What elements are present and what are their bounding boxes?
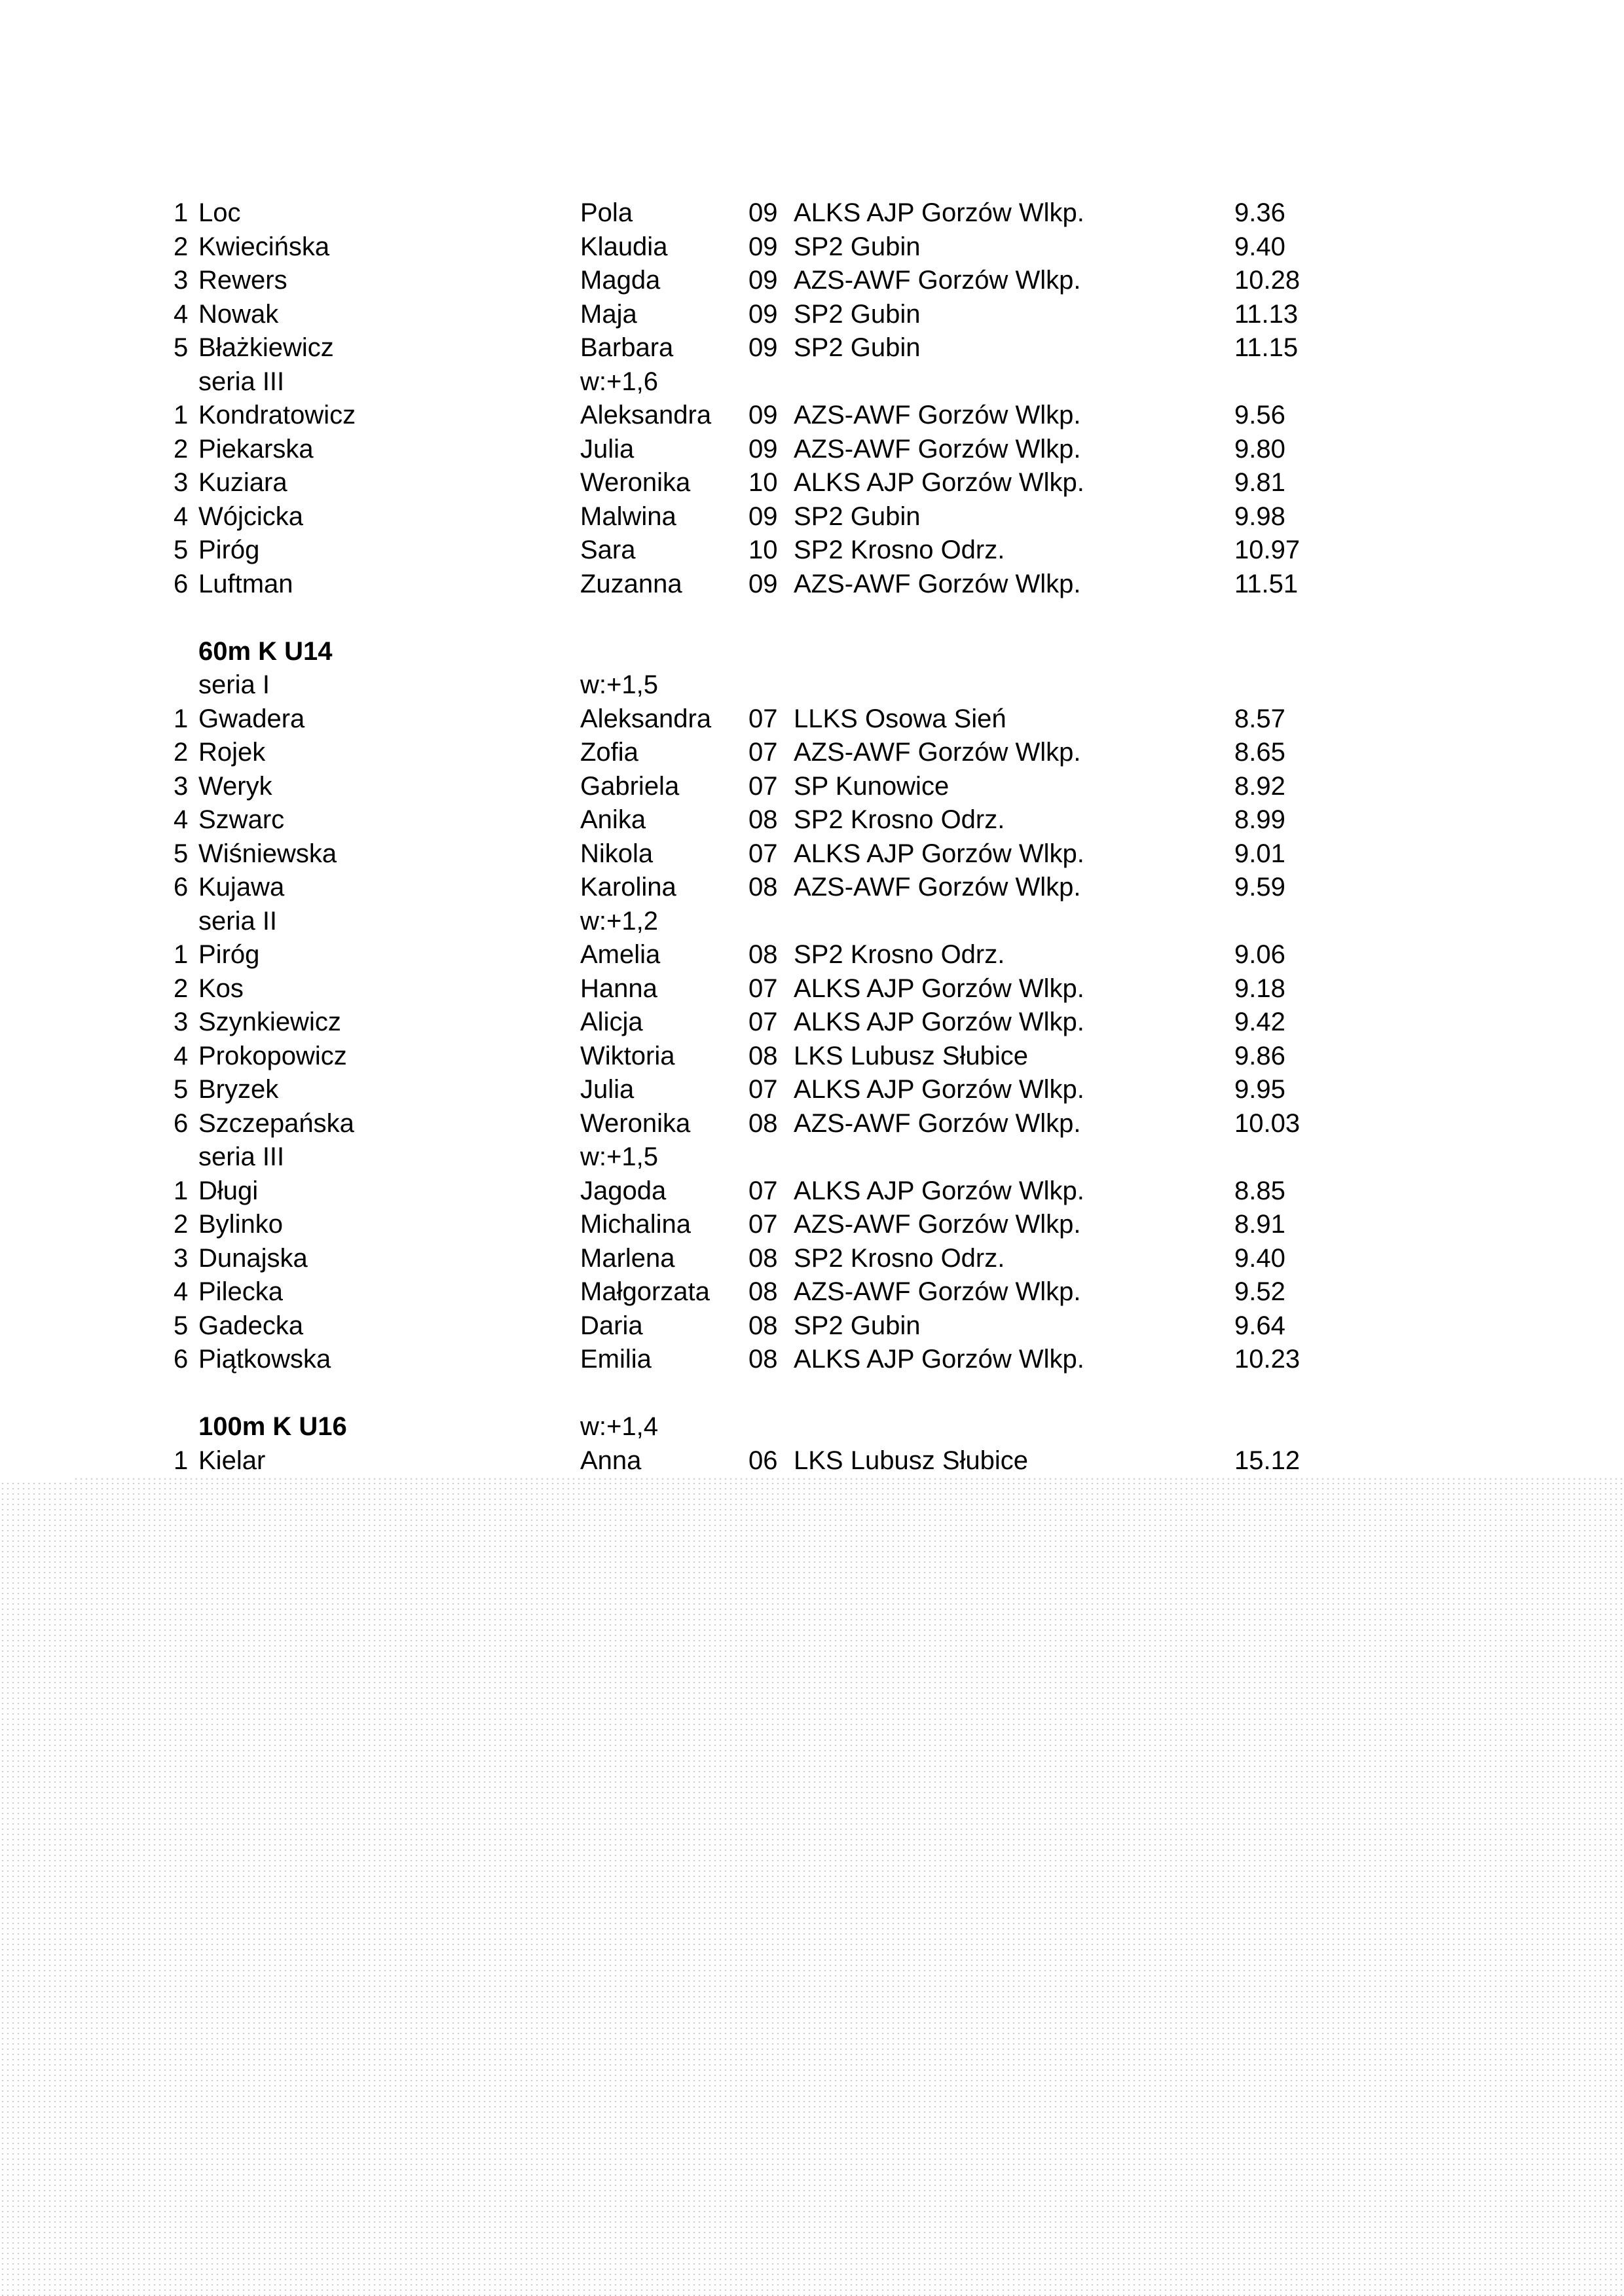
result-place: 3	[174, 468, 189, 497]
heat-label: seria III	[198, 367, 285, 396]
result-first: Julia	[580, 1075, 635, 1104]
result-surname: Luftman	[198, 569, 293, 598]
result-row	[0, 736, 1624, 770]
result-club: ALKS AJP Gorzów Wlkp.	[794, 1008, 1084, 1036]
result-year: 09	[748, 501, 778, 531]
heat-label: seria III	[198, 1142, 285, 1171]
result-year: 06	[748, 1446, 778, 1475]
result-time: 15.12	[1234, 1446, 1301, 1475]
result-club: ALKS AJP Gorzów Wlkp.	[794, 839, 1084, 868]
result-time: 8.99	[1234, 805, 1285, 834]
result-place: 2	[174, 1210, 189, 1239]
result-surname: Prokopowicz	[198, 1041, 347, 1070]
result-first: Małgorzata	[580, 1277, 710, 1306]
result-year: 10	[748, 536, 778, 564]
result-row	[0, 1444, 1624, 1478]
result-time: 10.28	[1234, 266, 1301, 295]
result-place: 2	[174, 738, 189, 767]
result-time: 8.65	[1234, 738, 1285, 767]
result-time: 9.01	[1234, 839, 1285, 868]
result-club: SP2 Krosno Odrz.	[794, 536, 1005, 564]
result-time: 11.51	[1234, 569, 1299, 598]
result-row	[0, 534, 1624, 568]
result-row	[0, 803, 1624, 837]
result-row	[0, 1343, 1624, 1377]
result-time: 9.36	[1234, 198, 1285, 227]
result-surname: Rewers	[198, 266, 287, 295]
result-surname: Wójcicka	[198, 501, 304, 531]
result-time: 9.52	[1234, 1277, 1285, 1306]
result-surname: Pilecka	[198, 1277, 283, 1306]
result-time: 9.59	[1234, 873, 1285, 902]
result-place: 4	[174, 299, 189, 329]
result-year: 07	[748, 738, 778, 767]
result-time: 9.98	[1234, 501, 1285, 531]
result-row	[0, 568, 1624, 602]
result-row	[0, 1073, 1624, 1107]
result-place: 5	[174, 536, 189, 564]
result-place: 6	[174, 1108, 189, 1138]
result-row	[0, 230, 1624, 264]
result-place: 3	[174, 266, 189, 295]
result-year: 09	[748, 198, 778, 227]
result-row	[0, 399, 1624, 433]
result-club: SP2 Gubin	[794, 232, 921, 261]
result-year: 09	[748, 299, 778, 329]
result-year: 08	[748, 940, 778, 969]
result-surname: Szynkiewicz	[198, 1008, 341, 1036]
result-first: Malwina	[580, 501, 676, 531]
result-place: 1	[174, 704, 189, 733]
result-year: 07	[748, 974, 778, 1003]
result-first: Barbara	[580, 333, 674, 362]
result-place: 5	[174, 333, 189, 362]
result-first: Nikola	[580, 839, 654, 868]
result-time: 10.03	[1234, 1108, 1301, 1138]
results-list	[0, 196, 1624, 1478]
result-place: 2	[174, 434, 189, 464]
result-year: 07	[748, 771, 778, 801]
result-club: ALKS AJP Gorzów Wlkp.	[794, 974, 1084, 1003]
result-place: 1	[174, 1446, 189, 1475]
result-surname: Rojek	[198, 738, 266, 767]
result-first: Marlena	[580, 1243, 675, 1273]
result-year: 09	[748, 401, 778, 429]
result-row	[0, 1208, 1624, 1242]
result-place: 5	[174, 1311, 189, 1340]
heat-heading-row	[0, 1140, 1624, 1175]
result-surname: Kondratowicz	[198, 401, 356, 429]
result-surname: Bryzek	[198, 1075, 279, 1104]
result-club: SP2 Gubin	[794, 299, 921, 329]
result-place: 4	[174, 805, 189, 834]
result-year: 08	[748, 1311, 778, 1340]
result-surname: Piątkowska	[198, 1345, 331, 1374]
result-year: 08	[748, 1041, 778, 1070]
result-year: 08	[748, 1108, 778, 1138]
result-first: Anna	[580, 1446, 642, 1475]
result-club: SP2 Krosno Odrz.	[794, 1243, 1005, 1273]
result-place: 4	[174, 501, 189, 531]
result-row	[0, 196, 1624, 230]
result-time: 9.81	[1234, 468, 1285, 497]
result-club: AZS-AWF Gorzów Wlkp.	[794, 738, 1081, 767]
result-club: SP2 Krosno Odrz.	[794, 805, 1005, 834]
result-place: 3	[174, 771, 189, 801]
result-time: 9.80	[1234, 434, 1285, 464]
result-year: 07	[748, 1210, 778, 1239]
result-row	[0, 972, 1624, 1006]
result-place: 5	[174, 1075, 189, 1104]
result-time: 9.86	[1234, 1041, 1285, 1070]
wind-reading: w:+1,6	[580, 367, 658, 396]
result-surname: Piróg	[198, 536, 260, 564]
result-first: Michalina	[580, 1210, 691, 1239]
result-first: Pola	[580, 198, 633, 227]
result-place: 6	[174, 873, 189, 902]
result-first: Sara	[580, 536, 636, 564]
result-club: AZS-AWF Gorzów Wlkp.	[794, 873, 1081, 902]
result-club: AZS-AWF Gorzów Wlkp.	[794, 434, 1081, 464]
result-time: 8.91	[1234, 1210, 1285, 1239]
result-surname: Szczepańska	[198, 1108, 354, 1138]
result-place: 4	[174, 1041, 189, 1070]
result-club: ALKS AJP Gorzów Wlkp.	[794, 198, 1084, 227]
result-first: Wiktoria	[580, 1041, 675, 1070]
result-year: 08	[748, 1345, 778, 1374]
result-place: 6	[174, 569, 189, 598]
result-place: 1	[174, 401, 189, 429]
result-first: Julia	[580, 434, 635, 464]
result-row	[0, 837, 1624, 871]
result-place: 4	[174, 1277, 189, 1306]
result-row	[0, 770, 1624, 804]
result-first: Zuzanna	[580, 569, 682, 598]
result-club: AZS-AWF Gorzów Wlkp.	[794, 1277, 1081, 1306]
result-first: Emilia	[580, 1345, 652, 1374]
result-year: 07	[748, 839, 778, 868]
spacer	[0, 1377, 1624, 1411]
result-time: 9.56	[1234, 401, 1285, 429]
result-club: AZS-AWF Gorzów Wlkp.	[794, 1210, 1081, 1239]
result-row	[0, 466, 1624, 500]
result-first: Gabriela	[580, 771, 680, 801]
result-club: ALKS AJP Gorzów Wlkp.	[794, 1345, 1084, 1374]
result-surname: Gadecka	[198, 1311, 304, 1340]
wind-reading: w:+1,2	[580, 906, 658, 936]
result-time: 10.23	[1234, 1345, 1301, 1374]
result-club: LLKS Osowa Sień	[794, 704, 1006, 733]
result-first: Weronika	[580, 468, 691, 497]
result-surname: Kos	[198, 974, 244, 1003]
event-heading-row	[0, 635, 1624, 669]
result-first: Hanna	[580, 974, 657, 1003]
result-first: Daria	[580, 1311, 643, 1340]
result-year: 07	[748, 1075, 778, 1104]
result-row	[0, 938, 1624, 972]
result-surname: Wiśniewska	[198, 839, 337, 868]
result-row	[0, 702, 1624, 737]
result-year: 07	[748, 704, 778, 733]
result-first: Alicja	[580, 1008, 643, 1036]
wind-reading: w:+1,5	[580, 670, 658, 699]
result-surname: Długi	[198, 1176, 259, 1205]
result-place: 5	[174, 839, 189, 868]
result-row	[0, 1006, 1624, 1040]
result-place: 3	[174, 1243, 189, 1273]
result-club: AZS-AWF Gorzów Wlkp.	[794, 1108, 1081, 1138]
result-row	[0, 500, 1624, 534]
result-first: Klaudia	[580, 232, 668, 261]
result-first: Zofia	[580, 738, 638, 767]
result-time: 9.95	[1234, 1075, 1285, 1104]
result-surname: Nowak	[198, 299, 279, 329]
result-first: Magda	[580, 266, 661, 295]
result-place: 1	[174, 940, 189, 969]
heat-label: seria II	[198, 906, 278, 936]
event-title: 100m K U16	[198, 1412, 347, 1441]
heat-heading-row	[0, 365, 1624, 399]
result-first: Amelia	[580, 940, 661, 969]
result-time: 8.92	[1234, 771, 1285, 801]
result-first: Karolina	[580, 873, 676, 902]
result-surname: Bylinko	[198, 1210, 283, 1239]
result-row	[0, 1107, 1624, 1141]
result-row	[0, 1275, 1624, 1309]
result-place: 6	[174, 1345, 189, 1374]
result-surname: Kuziara	[198, 468, 287, 497]
result-row	[0, 1242, 1624, 1276]
result-club: ALKS AJP Gorzów Wlkp.	[794, 1075, 1084, 1104]
result-time: 9.06	[1234, 940, 1285, 969]
result-club: SP2 Gubin	[794, 1311, 921, 1340]
result-year: 08	[748, 1277, 778, 1306]
result-place: 1	[174, 1176, 189, 1205]
result-club: ALKS AJP Gorzów Wlkp.	[794, 468, 1084, 497]
result-row	[0, 298, 1624, 332]
result-place: 2	[174, 974, 189, 1003]
result-year: 10	[748, 468, 778, 497]
result-row	[0, 1040, 1624, 1074]
result-time: 9.64	[1234, 1311, 1285, 1340]
result-time: 11.13	[1234, 299, 1299, 329]
result-surname: Błażkiewicz	[198, 333, 334, 362]
result-time: 8.85	[1234, 1176, 1285, 1205]
result-first: Aleksandra	[580, 704, 712, 733]
result-club: AZS-AWF Gorzów Wlkp.	[794, 266, 1081, 295]
result-first: Aleksandra	[580, 401, 712, 429]
result-surname: Kwiecińska	[198, 232, 330, 261]
result-surname: Weryk	[198, 771, 272, 801]
result-club: LKS Lubusz Słubice	[794, 1446, 1029, 1475]
result-time: 9.42	[1234, 1008, 1285, 1036]
event-title: 60m K U14	[198, 636, 333, 666]
result-time: 8.57	[1234, 704, 1285, 733]
result-surname: Piróg	[198, 940, 260, 969]
result-first: Anika	[580, 805, 646, 834]
heat-label: seria I	[198, 670, 270, 699]
result-club: SP2 Gubin	[794, 501, 921, 531]
scan-dot-pattern	[0, 1481, 1624, 2296]
result-row	[0, 264, 1624, 298]
result-year: 08	[748, 873, 778, 902]
result-surname: Kujawa	[198, 873, 285, 902]
result-time: 9.40	[1234, 232, 1285, 261]
result-place: 2	[174, 232, 189, 261]
event-heading-row	[0, 1410, 1624, 1444]
wind-reading: w:+1,5	[580, 1142, 658, 1171]
result-row	[0, 433, 1624, 467]
result-time: 10.97	[1234, 536, 1301, 564]
result-club: AZS-AWF Gorzów Wlkp.	[794, 401, 1081, 429]
result-year: 07	[748, 1008, 778, 1036]
result-year: 07	[748, 1176, 778, 1205]
result-surname: Gwadera	[198, 704, 305, 733]
result-place: 1	[174, 198, 189, 227]
result-first: Maja	[580, 299, 637, 329]
result-time: 9.18	[1234, 974, 1285, 1003]
result-surname: Kielar	[198, 1446, 266, 1475]
result-year: 08	[748, 1243, 778, 1273]
result-year: 09	[748, 266, 778, 295]
result-row	[0, 331, 1624, 365]
result-year: 09	[748, 333, 778, 362]
result-year: 09	[748, 569, 778, 598]
result-year: 09	[748, 434, 778, 464]
result-club: SP2 Gubin	[794, 333, 921, 362]
result-row	[0, 1309, 1624, 1343]
result-club: SP Kunowice	[794, 771, 950, 801]
result-time: 11.15	[1234, 333, 1299, 362]
wind-reading: w:+1,4	[580, 1412, 658, 1441]
result-club: LKS Lubusz Słubice	[794, 1041, 1029, 1070]
result-year: 09	[748, 232, 778, 261]
result-club: ALKS AJP Gorzów Wlkp.	[794, 1176, 1084, 1205]
result-surname: Piekarska	[198, 434, 314, 464]
result-first: Weronika	[580, 1108, 691, 1138]
heat-heading-row	[0, 668, 1624, 702]
result-row	[0, 871, 1624, 905]
result-place: 3	[174, 1008, 189, 1036]
result-club: AZS-AWF Gorzów Wlkp.	[794, 569, 1081, 598]
result-surname: Dunajska	[198, 1243, 308, 1273]
result-time: 9.40	[1234, 1243, 1285, 1273]
result-first: Jagoda	[580, 1176, 667, 1205]
result-row	[0, 1175, 1624, 1209]
result-club: SP2 Krosno Odrz.	[794, 940, 1005, 969]
result-surname: Szwarc	[198, 805, 285, 834]
result-year: 08	[748, 805, 778, 834]
heat-heading-row	[0, 905, 1624, 939]
result-surname: Loc	[198, 198, 241, 227]
spacer	[0, 601, 1624, 635]
